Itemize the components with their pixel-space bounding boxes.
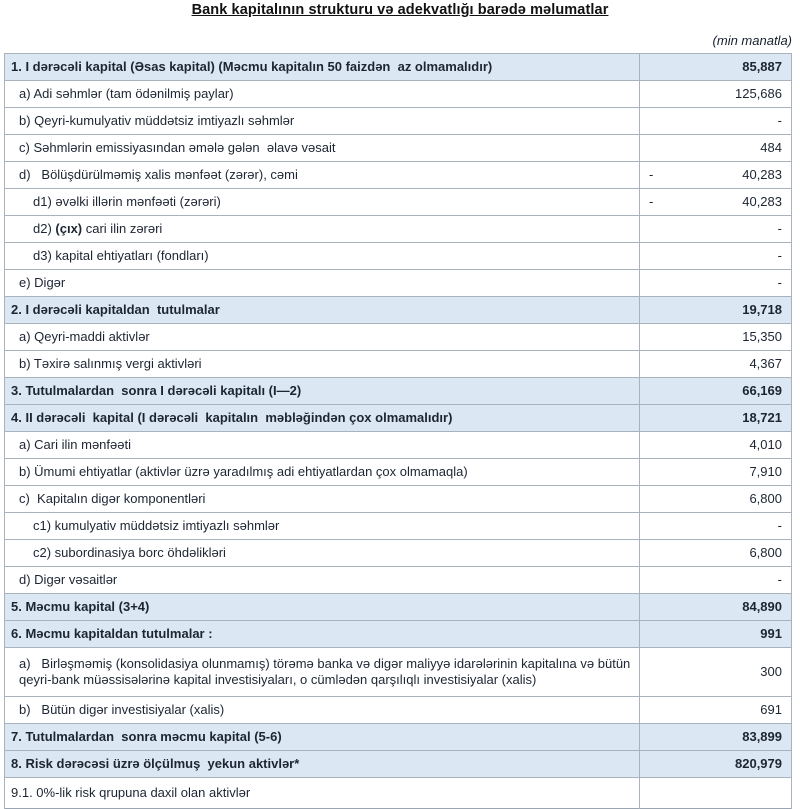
row-value [640, 540, 792, 567]
row-label-segment: b) Qeyri-kumulyativ müddətsiz imtiyazlı səhmlər [19, 113, 295, 128]
row-label [5, 270, 640, 297]
value-text: 125,686 [735, 86, 782, 101]
value-text: - [777, 572, 782, 587]
row-value [640, 778, 792, 809]
value-text: 991 [760, 626, 782, 641]
row-label-segment: 9.1. 0%-lik risk qrupuna daxil olan aktivlər [11, 785, 251, 800]
row-value [640, 621, 792, 648]
row-label [5, 189, 640, 216]
row-value [640, 594, 792, 621]
table-row [5, 54, 792, 81]
row-label-segment: b) Təxirə salınmış vergi aktivləri [19, 356, 202, 371]
table-row [5, 540, 792, 567]
row-label-segment: d1) əvəlki illərin mənfəəti (zərəri) [33, 194, 221, 209]
row-value [640, 405, 792, 432]
row-value [640, 378, 792, 405]
row-value [640, 697, 792, 724]
value-text: - [777, 248, 782, 263]
row-label [5, 778, 640, 809]
row-value [640, 189, 792, 216]
table-row [5, 351, 792, 378]
value-text: 40,283 [742, 167, 782, 182]
row-label-segment: 6. Məcmu kapitaldan tutulmalar : [11, 626, 213, 641]
row-value [640, 751, 792, 778]
row-label [5, 405, 640, 432]
value-text: 484 [760, 140, 782, 155]
row-label [5, 81, 640, 108]
table-row [5, 459, 792, 486]
row-value [640, 216, 792, 243]
table-row [5, 297, 792, 324]
row-label [5, 324, 640, 351]
table-row [5, 567, 792, 594]
row-label-segment: (çıx) [55, 221, 83, 236]
row-label-segment: a) Cari ilin mənfəəti [19, 437, 131, 452]
value-text: 40,283 [742, 194, 782, 209]
row-value [640, 270, 792, 297]
row-label [5, 697, 640, 724]
value-text: - [777, 518, 782, 533]
table-row [5, 778, 792, 809]
row-label [5, 486, 640, 513]
capital-structure-table [4, 53, 792, 809]
row-value [640, 351, 792, 378]
row-value [640, 648, 792, 697]
table-row [5, 724, 792, 751]
table-row [5, 513, 792, 540]
row-label [5, 378, 640, 405]
value-text: 820,979 [735, 756, 782, 771]
row-value [640, 81, 792, 108]
table-row [5, 243, 792, 270]
row-label [5, 216, 640, 243]
row-label-segment: c) Kapitalın digər komponentləri [19, 491, 206, 506]
row-value [640, 513, 792, 540]
row-value [640, 324, 792, 351]
row-label-segment: cari ilin zərəri [82, 221, 163, 236]
row-value [640, 724, 792, 751]
row-label-segment: 2. I dərəcəli kapitaldan tutulmalar [11, 302, 220, 317]
value-text: 83,899 [742, 729, 782, 744]
table-row [5, 162, 792, 189]
row-label [5, 621, 640, 648]
row-label-segment: d3) kapital ehtiyatları (fondları) [33, 248, 209, 263]
row-label-segment: b) Ümumi ehtiyatlar (aktivlər üzrə yaradılmış adi ehtiyatlardan çox olmamaqla) [19, 464, 468, 479]
value-text: 6,800 [749, 491, 782, 506]
table-row [5, 751, 792, 778]
table-row [5, 648, 792, 697]
row-value [640, 297, 792, 324]
row-label-segment: (I dərəcəli kapitalın məbləğindən çox olmamalıdır) [137, 410, 453, 425]
row-label-segment: 1. I dərəcəli kapital [11, 59, 131, 74]
page-title: Bank kapitalının strukturu və adekvatlığı barədə məlumatlar [191, 2, 609, 18]
table-row [5, 108, 792, 135]
row-label [5, 724, 640, 751]
value-text: 4,010 [749, 437, 782, 452]
row-label-segment: b) Bütün digər investisiyalar (xalis) [19, 702, 225, 717]
row-value [640, 54, 792, 81]
negative-sign: - [649, 167, 654, 182]
row-label [5, 243, 640, 270]
value-text: - [777, 113, 782, 128]
table-body [5, 54, 792, 809]
table-row [5, 432, 792, 459]
row-label [5, 594, 640, 621]
row-label-segment: d) Bölüşdürülməmiş xalis mənfəət (zərər), cəmi [19, 167, 298, 182]
row-label [5, 540, 640, 567]
table-row [5, 270, 792, 297]
row-value [640, 567, 792, 594]
row-label-segment: d) Digər vəsaitlər [19, 572, 118, 587]
row-label-segment: c1) kumulyativ müddətsiz imtiyazlı səhmlər [33, 518, 280, 533]
row-value [640, 486, 792, 513]
value-text: 18,721 [742, 410, 782, 425]
row-label-segment: 5. Məcmu kapital (3+4) [11, 599, 150, 614]
row-value [640, 432, 792, 459]
table-row [5, 486, 792, 513]
row-value [640, 459, 792, 486]
table-row [5, 378, 792, 405]
value-text: 4,367 [749, 356, 782, 371]
table-row [5, 189, 792, 216]
row-value [640, 108, 792, 135]
row-value [640, 243, 792, 270]
negative-sign: - [649, 194, 654, 209]
value-text: 85,887 [742, 59, 782, 74]
row-value [640, 135, 792, 162]
value-text: - [777, 221, 782, 236]
table-row [5, 324, 792, 351]
row-label [5, 567, 640, 594]
unit-note: (min manatla) [712, 33, 792, 48]
table-row [5, 621, 792, 648]
row-label [5, 351, 640, 378]
row-label-segment: a) Adi səhmlər (tam ödənilmiş paylar) [19, 86, 234, 101]
row-label-segment: c) Səhmlərin emissiyasından əmələ gələn əlavə vəsait [19, 140, 336, 155]
row-label-segment: a) Qeyri-maddi aktivlər [19, 329, 150, 344]
table-row [5, 697, 792, 724]
row-value [640, 162, 792, 189]
row-label-segment: 3. Tutulmalardan sonra I dərəcəli kapitalı (I—2) [11, 383, 302, 398]
table-row [5, 135, 792, 162]
row-label [5, 513, 640, 540]
row-label-segment: 7. Tutulmalardan sonra məcmu kapital (5-6) [11, 729, 282, 744]
row-label [5, 297, 640, 324]
value-text: 300 [760, 664, 782, 679]
row-label-segment: 4. II dərəcəli kapital [11, 410, 138, 425]
row-label [5, 162, 640, 189]
row-label [5, 432, 640, 459]
table-row [5, 405, 792, 432]
value-text: - [777, 275, 782, 290]
row-label [5, 459, 640, 486]
table-row [5, 594, 792, 621]
row-label-segment: 8. Risk dərəcəsi üzrə ölçülmuş yekun aktivlər* [11, 756, 300, 771]
value-text: 691 [760, 702, 782, 717]
row-label [5, 135, 640, 162]
row-label [5, 751, 640, 778]
row-label [5, 108, 640, 135]
table-row [5, 216, 792, 243]
value-text: 6,800 [749, 545, 782, 560]
row-label [5, 648, 640, 697]
row-label-segment: a) Birləşməmiş (konsolidasiya olunmamış) törəmə banka və digər maliyyə idarələrinin kapitalına və bütün qeyri-bank müəssisələrinə kapital investisiyaları, o cümlədən qarşılıqlı investisiyalar (xalis) [19, 656, 634, 687]
value-text: 19,718 [742, 302, 782, 317]
row-label-segment: e) Digər [19, 275, 66, 290]
value-text: 15,350 [742, 329, 782, 344]
row-label [5, 54, 640, 81]
row-label-segment: (Əsas kapital) (Məcmu kapitalın 50 faizdən az olmamalıdır) [130, 59, 493, 74]
table-row [5, 81, 792, 108]
report-page [4, 0, 796, 809]
row-label-segment: d2) [33, 221, 56, 236]
value-text: 66,169 [742, 383, 782, 398]
value-text: 7,910 [749, 464, 782, 479]
value-text: 84,890 [742, 599, 782, 614]
row-label-segment: c2) subordinasiya borc öhdəlikləri [33, 545, 226, 560]
